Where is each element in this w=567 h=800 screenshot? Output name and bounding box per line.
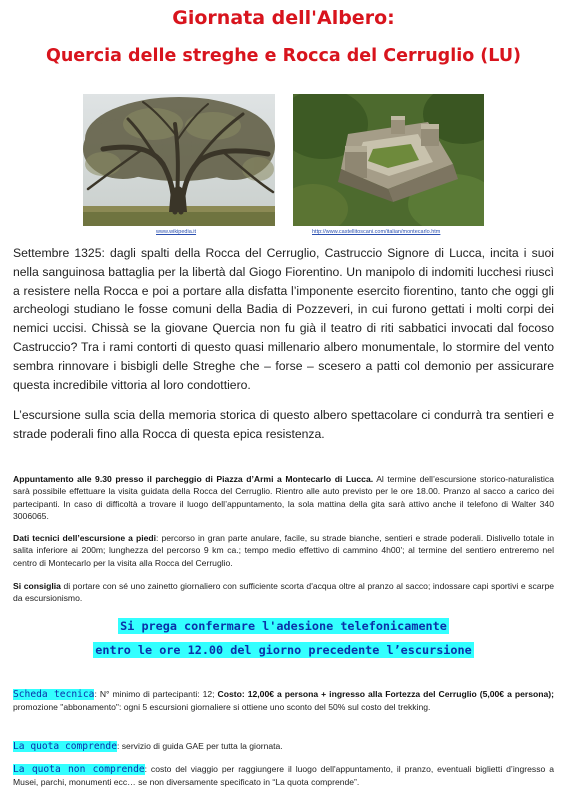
technical-data-paragraph (13, 532, 554, 569)
page-title: Giornata dell'Albero: (172, 7, 395, 29)
quota-includes-label: La quota comprende (13, 741, 117, 752)
quota-includes-paragraph: La quota comprende: servizio di guida GAE per tutta la giornata. (13, 741, 283, 752)
wikipedia-credit-link[interactable]: www.wikipedia.it (156, 229, 197, 235)
castelli-toscani-credit-link[interactable]: http://www.castellitoscani.com/italian/montecarlo.htm (312, 229, 441, 235)
technical-sheet-paragraph: Scheda tecnica: N° minimo di partecipanti: 12; Costo: 12,00€ a persona + ingresso alla Fortezza del Cerruglio (5,00€ a persona); promozione "abbonamento": ogni 5 escursioni giornaliere si ottiene uno sconto del 50% sul costo del trekking. (13, 689, 554, 713)
rocca-fortress-photo (293, 94, 484, 226)
confirmation-notice-line2: entro le ore 12.00 del giorno precedente l’escursione (95, 643, 472, 657)
technical-data-bold: Dati tecnici dell’escursione a piedi (13, 533, 157, 543)
intro-paragraph: Settembre 1325: dagli spalti della Rocca del Cerruglio, Castruccio Signore di Lucca, incita i suoi nella sanguinosa battaglia per la libertà dal Giogo Fiorentino. Un manipolo di indomiti lucchesi riuscì a resistere nella Rocca e poi a portare alla disfatta l’imponente esercito fiorentino, tanto che oggi gli archeologi studiano le fosse comuni della Badia di Pozzeveri, in cui furono gettati i molti corpi dei nemici uccisi. Chissà se la giovane Quercia non fu già il teatro di riti sabbatici invocati dal focoso Castruccio? Tra i rami contorti di questo quasi millenario albero monumentale, lo stormire del vento sembra rinnovare i bisbigli delle Streghe che – forse – scesero a patti col demonio per assicurare questa incredibile vittoria al loro condottiero. (13, 246, 554, 392)
appointment-paragraph (13, 473, 554, 522)
advice-text: di portare con sé uno zainetto giornaliero con sufficiente scorta d'acqua oltre al pranzo al sacco; indossare capi sportivi e scarpe da escursionismo. (13, 581, 555, 604)
confirmation-notice-line1: Si prega confermare l'adesione telefonicamente (120, 619, 447, 633)
oak-tree-photo (83, 94, 275, 226)
technical-sheet-label: Scheda tecnica (13, 689, 95, 700)
appointment-bold: Appuntamento alle 9.30 presso il parcheggio di Piazza d’Armi a Montecarlo di Lucca. (13, 474, 374, 484)
advice-bold: Si consiglia (13, 581, 61, 591)
excursion-summary-paragraph: L’escursione sulla scia della memoria storica di questo albero spettacolare ci condurrà tra sentieri e strade poderali fino alla Rocca di questa epica resistenza. (13, 408, 554, 441)
cost-bold: Costo: 12,00€ a persona + ingresso alla Fortezza del Cerruglio (5,00€ a persona); (217, 689, 554, 699)
appointment-text: Al termine dell’escursione storico-naturalistica sarà possibile effettuare la visita guidata della Rocca del Cerruglio. Rientro alle auto previsto per le ore 18.00. Pranzo al sacco a carico dei partecipanti. In caso di difficoltà a trovare il luogo dell’appuntamento, la sola mattina della gita sarà attivo anche il telefono di Walter 340 3006065. (13, 474, 555, 521)
quota-excludes-label: La quota non comprende (13, 764, 145, 775)
page-subtitle: Quercia delle streghe e Rocca del Cerruglio (LU) (45, 46, 522, 66)
advice-paragraph (13, 580, 554, 605)
quota-excludes-paragraph: La quota non comprende: costo del viaggio per raggiungere il luogo dell'appuntamento, il pranzo, eventuali biglietti d’ingresso a Musei, parchi, monumenti ecc… se non diversamente specificato in “La quota comprende”. (13, 764, 554, 788)
technical-data-text: : percorso in gran parte anulare, facile, su strade bianche, sentieri e strade poderali. Dislivello totale in salita inferiore ai 200m; lunghezza del percorso 9 km ca.; tempo medio effettivo di cammino 4h00'; al termine del sentiero entreremo nel centro di Montecarlo per la visita alla Rocca del Cerruglio. (13, 533, 554, 568)
